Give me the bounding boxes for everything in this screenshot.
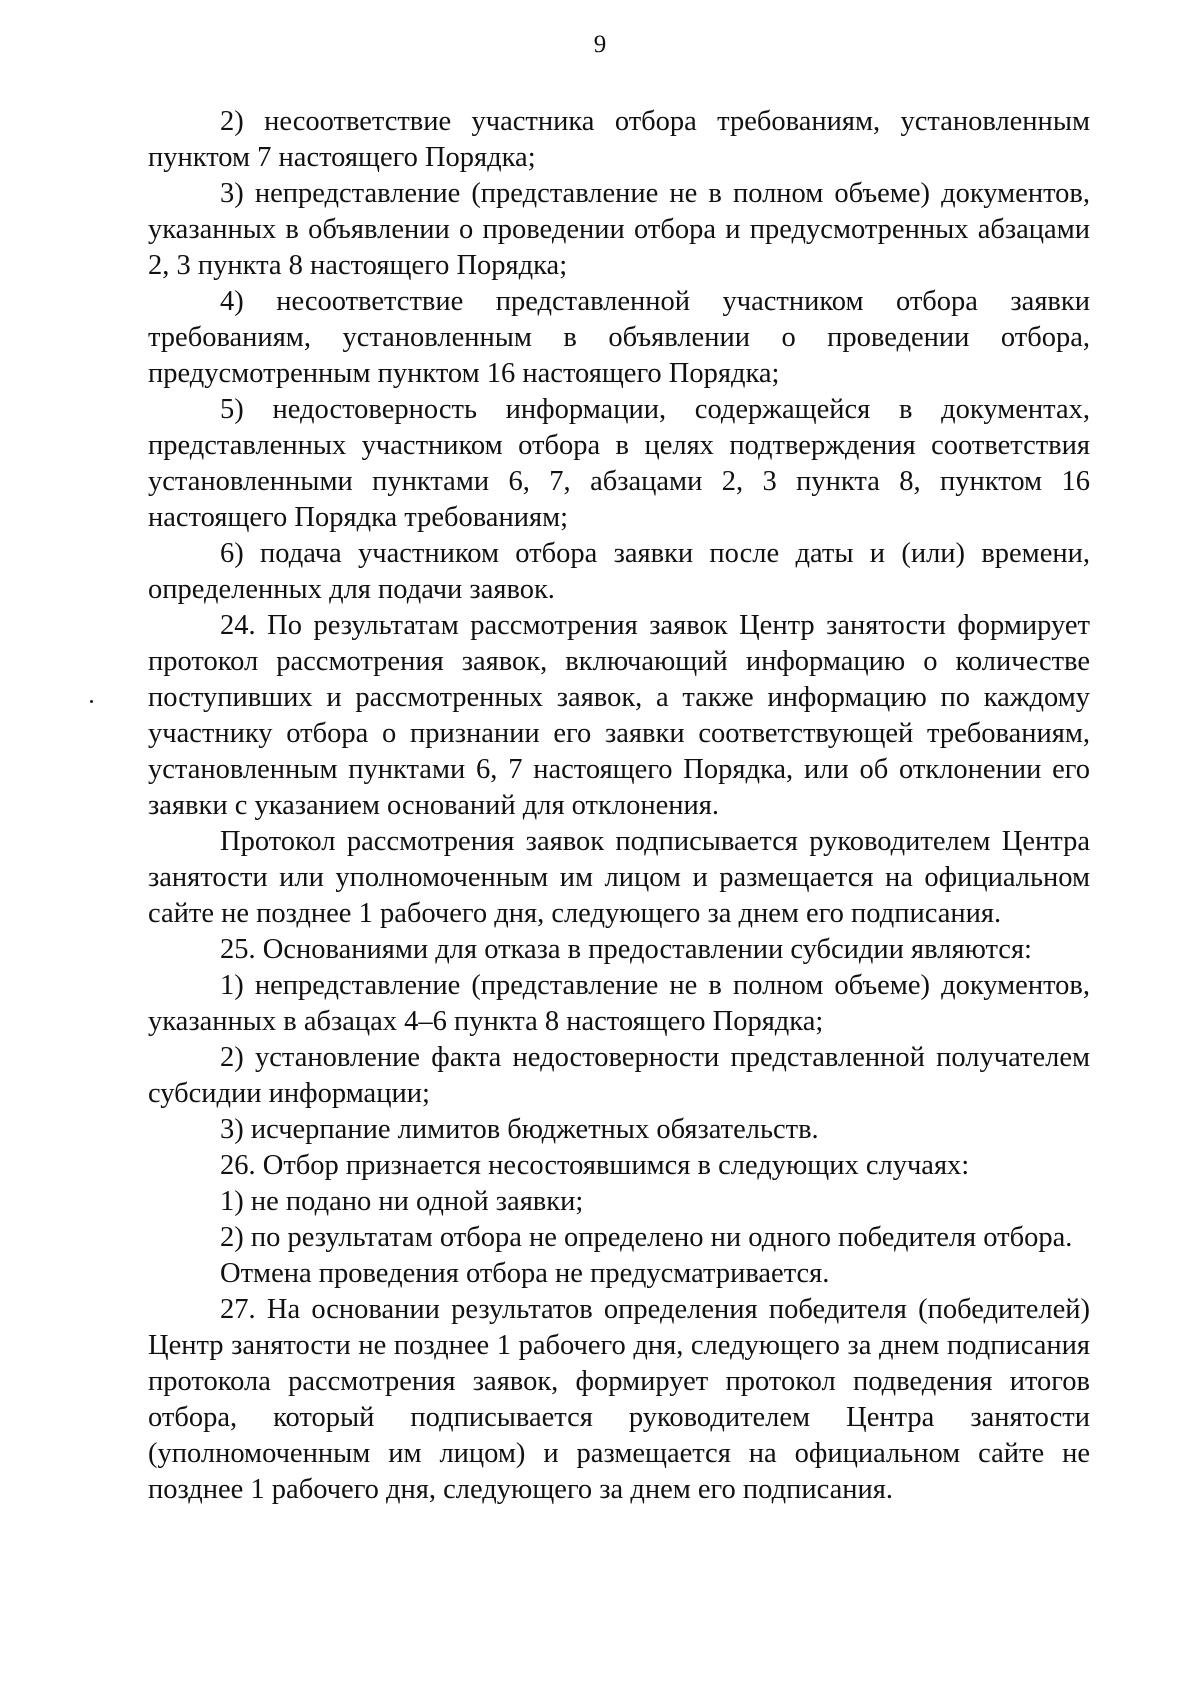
paragraph-clause-27: 27. На основании результатов определения победителя (победителей) Центр занятости не позднее 1 рабочего дня, следующего за днем подписания протокола рассмотрения заявок, формирует протокол подведения итогов отбора, который подписывается руководителем Центра занятости (уполномоченным им лицом) и размещается на официальном сайте не позднее 1 рабочего дня, следующего за днем его подписания. [148, 1294, 1090, 1505]
paragraph-cancellation-note: Отмена проведения отбора не предусматривается. [220, 1258, 830, 1289]
scan-speck [90, 700, 93, 703]
paragraph-clause-24: 24. По результатам рассмотрения заявок Центр занятости формирует протокол рассмотрения заявок, включающий информацию о количестве поступивших и рассмотренных заявок, а также информацию по каждому участнику отбора о признании его заявки соответствующей требованиям, установленным пунктами 6, 7 настоящего Порядка, или об отклонении его заявки с указанием оснований для отклонения. [148, 610, 1090, 821]
paragraph-item-3-nonsubmission: 3) непредставление (представление не в полном объеме) документов, указанных в объявлении о проведении отбора и предусмотренных абзацами 2, 3 пункта 8 настоящего Порядка; [148, 178, 1090, 281]
paragraph-25-item-2: 2) установление факта недостоверности представленной получателем субсидии информации; [148, 1042, 1090, 1109]
document-body [148, 104, 1090, 1508]
paragraph-item-5-inaccuracy: 5) недостоверность информации, содержащейся в документах, представленных участником отбора в целях подтверждения соответствия установленными пунктами 6, 7, абзацами 2, 3 пункта 8, пунктом 16 настоящего Порядка требованиям; [148, 394, 1090, 533]
page-number: 9 [593, 31, 607, 58]
paragraph-26-item-2: 2) по результатам отбора не определено ни одного победителя отбора. [220, 1222, 1073, 1253]
paragraph-item-4-application-mismatch: 4) несоответствие представленной участником отбора заявки требованиям, установленным в объявлении о проведении отбора, предусмотренным пунктом 16 настоящего Порядка; [148, 286, 1090, 389]
paragraph-25-item-1: 1) непредставление (представление не в полном объеме) документов, указанных в абзацах 4–6 пункта 8 настоящего Порядка; [148, 970, 1090, 1037]
paragraph-25-item-3: 3) исчерпание лимитов бюджетных обязательств. [220, 1114, 819, 1145]
paragraph-protocol-signing: Протокол рассмотрения заявок подписывается руководителем Центра занятости или уполномоченным им лицом и размещается на официальном сайте не позднее 1 рабочего дня, следующего за днем его подписания. [148, 826, 1090, 929]
paragraph-26-item-1: 1) не подано ни одной заявки; [220, 1186, 584, 1217]
paragraph-item-2-noncompliance: 2) несоответствие участника отбора требованиям, установленным пунктом 7 настоящего Порядка; [148, 106, 1090, 173]
paragraph-clause-25: 25. Основаниями для отказа в предоставлении субсидии являются: [220, 934, 1032, 965]
paragraph-clause-26: 26. Отбор признается несостоявшимся в следующих случаях: [220, 1150, 970, 1181]
paragraph-item-6-late-submission: 6) подача участником отбора заявки после даты и (или) времени, определенных для подачи заявок. [148, 538, 1090, 605]
